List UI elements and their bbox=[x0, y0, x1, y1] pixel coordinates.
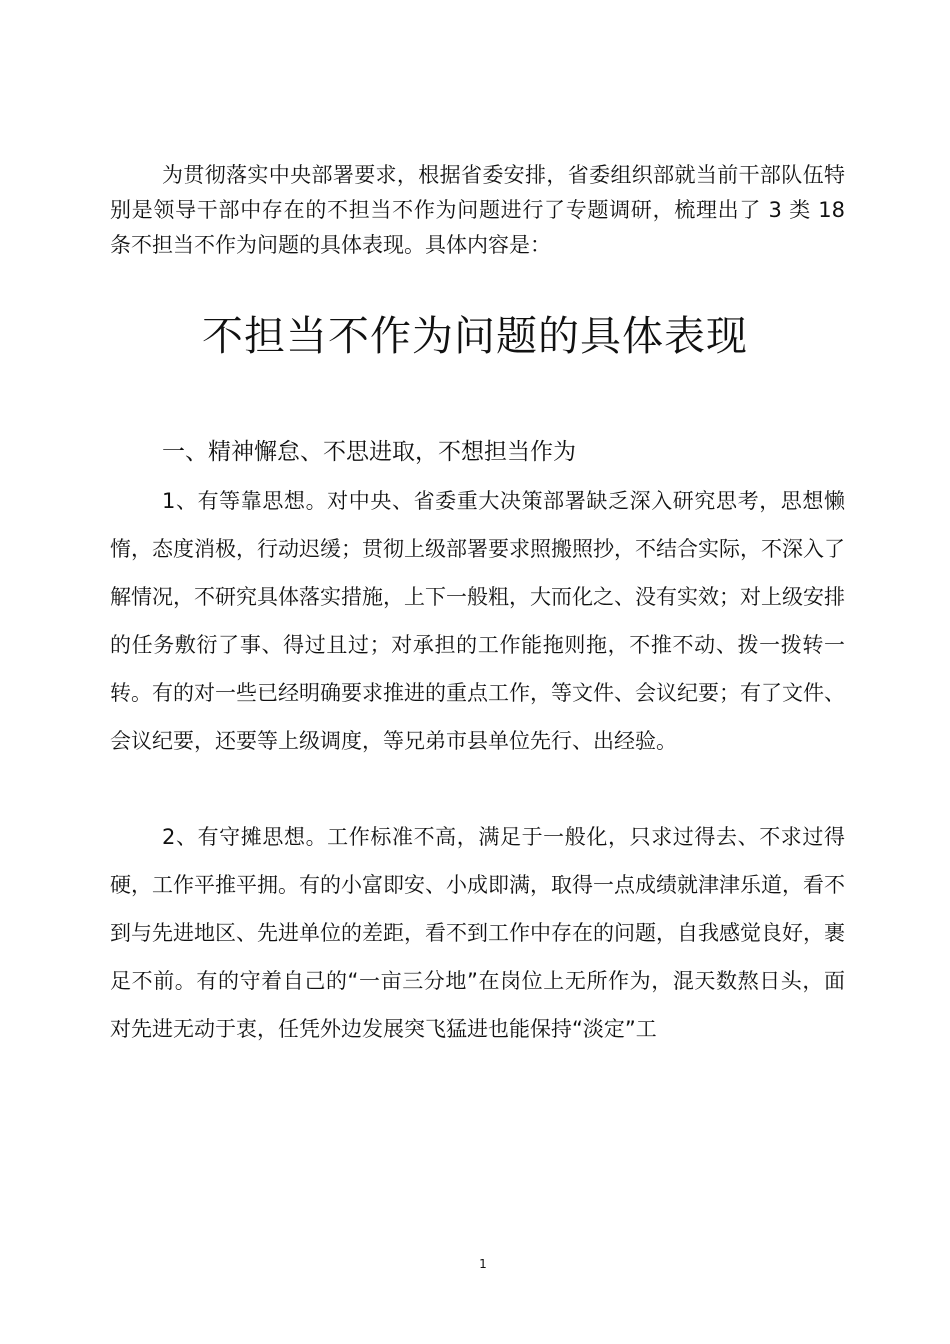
document-title: 不担当不作为问题的具体表现 bbox=[202, 312, 748, 360]
section-heading: 一、精神懈怠、不思进取，不想担当作为 bbox=[162, 439, 576, 465]
page-number: 1 bbox=[479, 1257, 487, 1271]
body-paragraph-1: 1、有等靠思想。对中央、省委重大决策部署缺乏深入研究思考，思想懒惰，态度消极，行动迟缓；贯彻上级部署要求照搬照抄，不结合实际，不深入了解情况，不研究具体落实措施，上下一般粗，大而化之、没有实效；对上级安排的任务敷衍了事、得过且过；对承担的工作能拖则拖，不推不动、拨一拨转一转。有的对一些已经明确要求推进的重点工作，等文件、会议纪要；有了文件、会议纪要，还要等上级调度，等兄弟市县单位先行、出经验。 bbox=[110, 489, 845, 753]
intro-paragraph: 为贯彻落实中央部署要求，根据省委安排，省委组织部就当前干部队伍特别是领导干部中存在的不担当不作为问题进行了专题调研，梳理出了 3 类 18 条不担当不作为问题的具体表现。具体内容是： bbox=[110, 163, 845, 257]
body-paragraph-2: 2、有守摊思想。工作标准不高，满足于一般化，只求过得去、不求过得硬，工作平推平拥。有的小富即安、小成即满，取得一点成绩就津津乐道，看不到与先进地区、先进单位的差距，看不到工作中存在的问题，自我感觉良好，裹足不前。有的守着自己的“一亩三分地”在岗位上无所作为，混天数熬日头，面对先进无动于衷，任凭外边发展突飞猛进也能保持“淡定”工 bbox=[110, 825, 845, 1041]
